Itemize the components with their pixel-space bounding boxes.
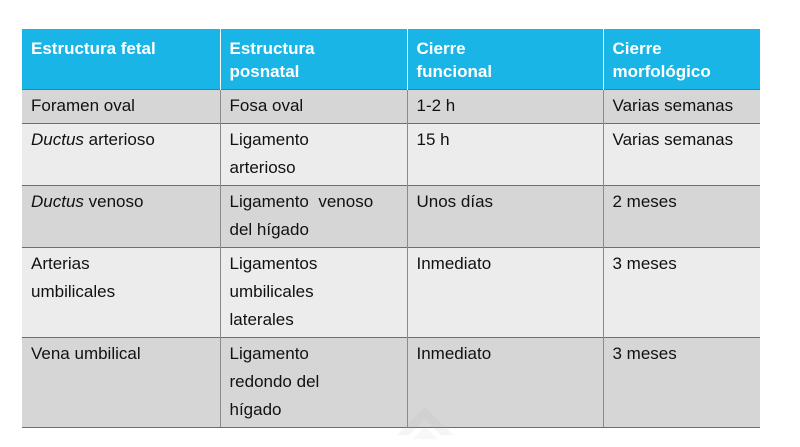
cell-posnatal: Ligamento venoso del hígado xyxy=(220,186,407,248)
header-row xyxy=(22,29,760,90)
watermark-logo-icon xyxy=(395,405,455,447)
cell-funcional: Inmediato xyxy=(407,338,603,428)
cell-funcional: Unos días xyxy=(407,186,603,248)
table-row xyxy=(22,90,760,124)
table-row xyxy=(22,338,760,428)
cell-posnatal: Ligamento redondo del hígado xyxy=(220,338,407,428)
cell-funcional: Inmediato xyxy=(407,248,603,338)
cell-morfologico: 3 meses xyxy=(603,248,760,338)
table-row xyxy=(22,248,760,338)
cell-fetal: Ductus venoso xyxy=(22,186,220,248)
header-cierre-funcional: Cierre funcional xyxy=(407,29,603,90)
header-cierre-morfologico: Cierre morfológico xyxy=(603,29,760,90)
cell-fetal: Arterias umbilicales xyxy=(22,248,220,338)
cell-posnatal: Ligamento arterioso xyxy=(220,124,407,186)
cell-funcional: 15 h xyxy=(407,124,603,186)
cell-funcional: 1-2 h xyxy=(407,90,603,124)
table-container xyxy=(22,29,760,428)
header-estructura-posnatal: Estructura posnatal xyxy=(220,29,407,90)
cell-morfologico: Varias semanas xyxy=(603,90,760,124)
cell-posnatal: Ligamentos umbilicales laterales xyxy=(220,248,407,338)
table-row xyxy=(22,186,760,248)
cell-posnatal: Fosa oval xyxy=(220,90,407,124)
cell-morfologico: 3 meses xyxy=(603,338,760,428)
cell-fetal: Foramen oval xyxy=(22,90,220,124)
table-row xyxy=(22,124,760,186)
cell-fetal: Vena umbilical xyxy=(22,338,220,428)
header-estructura-fetal: Estructura fetal xyxy=(22,29,220,90)
cell-morfologico: Varias semanas xyxy=(603,124,760,186)
cell-fetal: Ductus arterioso xyxy=(22,124,220,186)
fetal-circulation-table xyxy=(22,29,760,428)
cell-morfologico: 2 meses xyxy=(603,186,760,248)
